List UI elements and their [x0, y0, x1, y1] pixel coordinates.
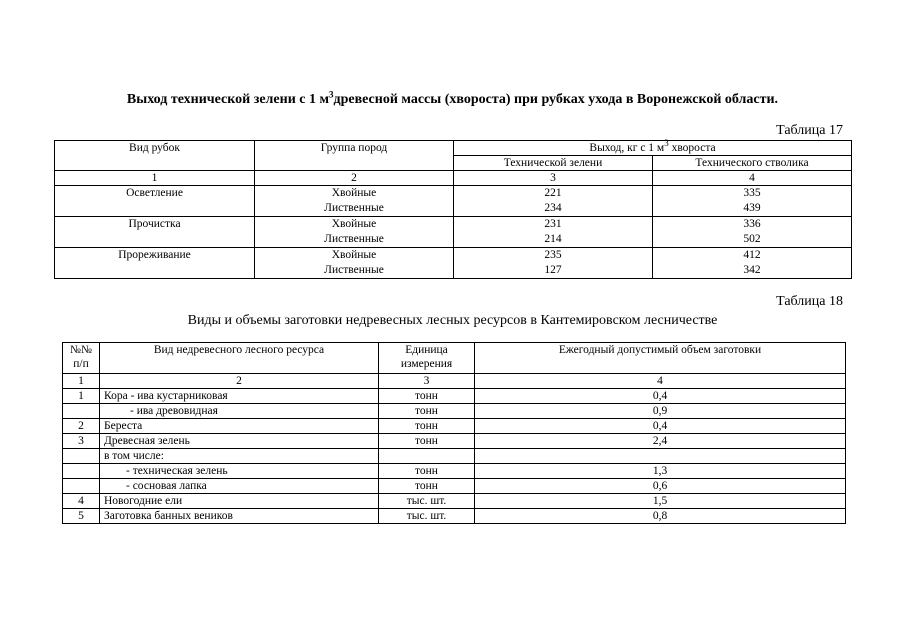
table18-row-num: 3 [63, 434, 100, 449]
table17-row [55, 186, 852, 217]
table18-row-unit: тыс. шт. [379, 494, 475, 509]
table17-header-output-sup: 3 [664, 138, 669, 149]
table17-row-groups [255, 248, 454, 279]
table18-header-num: №№ п/п [63, 343, 100, 374]
table18-row-name: в том числе: [100, 449, 379, 464]
table17-num-3: 3 [454, 171, 653, 186]
table17-row-groups [255, 217, 454, 248]
table17-green-value: 127 [544, 264, 562, 276]
table18-row [63, 494, 846, 509]
table17-row [55, 217, 852, 248]
table17-green-value: 221 [544, 187, 562, 199]
table17-green-value: 231 [544, 218, 562, 230]
table17-row-green [454, 248, 653, 279]
table17-brush-value: 335 [743, 187, 761, 199]
table18-row-volume: 0,4 [475, 419, 846, 434]
table18-row-unit: тонн [379, 434, 475, 449]
table18-row-name: Заготовка банных веников [100, 509, 379, 524]
table17-header-green: Технической зелени [454, 156, 653, 171]
table18-row [63, 404, 846, 419]
table18-row-num [63, 464, 100, 479]
table18-row-unit [379, 449, 475, 464]
table17-brush-value: 439 [743, 202, 761, 214]
table18-row-name: Кора - ива кустарниковая [100, 389, 379, 404]
table17-num-4: 4 [653, 171, 852, 186]
table18-header-unit: Единица измерения [379, 343, 475, 374]
table17-row-type: Прочистка [55, 217, 255, 248]
table18-num-4: 4 [475, 374, 846, 389]
table17 [54, 140, 852, 279]
table17-title-sup: 3 [329, 89, 334, 100]
table18-row-volume: 0,4 [475, 389, 846, 404]
table18-row-num [63, 449, 100, 464]
table17-header-group: Группа пород [255, 141, 454, 171]
table17-num-2: 2 [255, 171, 454, 186]
table17-row-brush [653, 186, 852, 217]
table17-group: Хвойные [331, 249, 377, 261]
table18-row [63, 449, 846, 464]
table17-header-output-post: хвороста [668, 142, 716, 154]
table17-header-row [55, 141, 852, 156]
table17-row-brush [653, 248, 852, 279]
table17-header-output-pre: Выход, кг с 1 м [589, 142, 665, 154]
table17-row-green [454, 217, 653, 248]
table18-row-num [63, 479, 100, 494]
table17-group: Хвойные [331, 218, 377, 230]
table18-row-num: 1 [63, 389, 100, 404]
table18-header-resource: Вид недревесного лесного ресурса [100, 343, 379, 374]
table18-row-volume: 1,3 [475, 464, 846, 479]
table18-row-name: Древесная зелень [100, 434, 379, 449]
table18-row [63, 434, 846, 449]
table17-header-type: Вид рубок [55, 141, 255, 171]
table18-row-unit: тонн [379, 479, 475, 494]
table18-row-volume [475, 449, 846, 464]
table18-row-name: Береста [100, 419, 379, 434]
table18-row [63, 479, 846, 494]
table18-title: Виды и объемы заготовки недревесных лесных ресурсов в Кантемировском лесничестве [187, 313, 718, 328]
table17-brush-value: 502 [743, 233, 761, 245]
table17-header-brush: Технического стволика [653, 156, 852, 171]
table18-row-volume: 0,8 [475, 509, 846, 524]
table18-row [63, 389, 846, 404]
table18-header-volume: Ежегодный допустимый объем заготовки [475, 343, 846, 374]
table17-green-value: 214 [544, 233, 562, 245]
table18-row-name: - ива древовидная [100, 404, 379, 419]
table18-row-unit: тыс. шт. [379, 509, 475, 524]
table18-num-2: 2 [100, 374, 379, 389]
table17-row [55, 248, 852, 279]
table18-row [63, 464, 846, 479]
table18-row-unit: тонн [379, 419, 475, 434]
table18-row-volume: 2,4 [475, 434, 846, 449]
table18-row-unit: тонн [379, 464, 475, 479]
table17-brush-value: 336 [743, 218, 761, 230]
table17-row-brush [653, 217, 852, 248]
table18-row-unit: тонн [379, 389, 475, 404]
table17-title-rest: древесной массы (хвороста) при рубках ухода в Воронежской области. [333, 92, 779, 107]
table18-row-volume: 1,5 [475, 494, 846, 509]
table18-row-num: 4 [63, 494, 100, 509]
table18-row-name: - сосновая лапка [100, 479, 379, 494]
table18-row-unit: тонн [379, 404, 475, 419]
table18-row-num: 5 [63, 509, 100, 524]
table17-title [0, 89, 905, 108]
table17-group: Лиственные [324, 233, 384, 245]
table18-row [63, 419, 846, 434]
table18-row-num: 2 [63, 419, 100, 434]
table18-num-3: 3 [379, 374, 475, 389]
table17-row-type: Прореживание [55, 248, 255, 279]
table18-row [63, 509, 846, 524]
table18-row-volume: 0,6 [475, 479, 846, 494]
table18-row-volume: 0,9 [475, 404, 846, 419]
table17-header-output [454, 138, 852, 156]
table17-brush-value: 412 [743, 249, 761, 261]
table17-number-row [55, 171, 852, 186]
table18 [62, 342, 846, 524]
table17-green-value: 235 [544, 249, 562, 261]
table18-num-1: 1 [63, 374, 100, 389]
table17-row-green [454, 186, 653, 217]
table18-label: Таблица 18 [776, 294, 843, 309]
table17-brush-value: 342 [743, 264, 761, 276]
table18-row-name: - техническая зелень [100, 464, 379, 479]
table17-group: Лиственные [324, 264, 384, 276]
table17-row-groups [255, 186, 454, 217]
table17-group: Хвойные [331, 187, 377, 199]
table17-num-1: 1 [55, 171, 255, 186]
table17-green-value: 234 [544, 202, 562, 214]
table18-header-row [63, 343, 846, 374]
table18-number-row [63, 374, 846, 389]
table17-label: Таблица 17 [776, 123, 843, 138]
table18-row-name: Новогодние ели [100, 494, 379, 509]
table17-group: Лиственные [324, 202, 384, 214]
table17-row-type: Осветление [55, 186, 255, 217]
table17-title-main: Выход технической зелени с 1 м [126, 92, 330, 107]
table18-row-num [63, 404, 100, 419]
